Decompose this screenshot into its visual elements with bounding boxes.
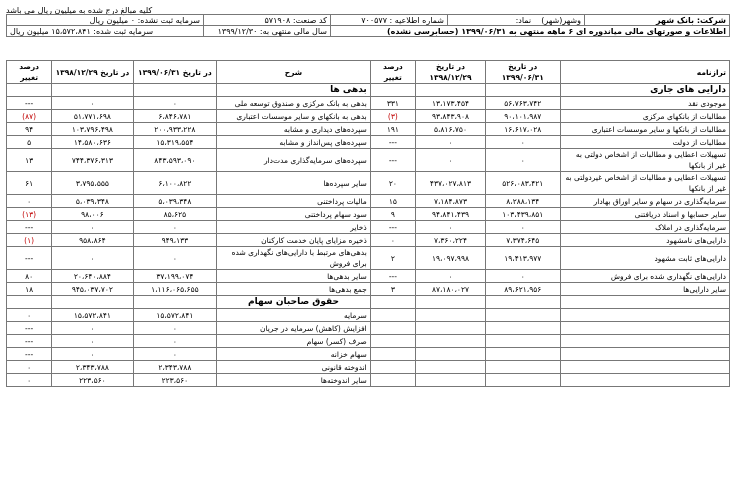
liability-value-date1: ۰: [133, 97, 217, 110]
equity-value-date2: ۰: [52, 322, 133, 335]
equity-value-date1: ۲،۳۴۳،۷۸۸: [133, 361, 217, 374]
liability-label: جمع بدهی‌ها: [217, 283, 371, 296]
table-row: [7, 208, 730, 221]
fiscal-year: سال مالی منتهی به: ۱۳۹۹/۱۲/۳۰: [204, 26, 331, 37]
asset-value-date1: ۰: [486, 136, 561, 149]
liability-value-date1: ۶،۱۰۰،۸۲۲: [133, 172, 217, 195]
liability-value-date2: ۹۵۸،۸۶۴: [52, 234, 133, 247]
asset-value-date2: ۵،۸۱۶،۷۵۰: [415, 123, 485, 136]
liability-value-date2: ۹۸،۰۰۶: [52, 208, 133, 221]
asset-value-date1: ۰: [486, 270, 561, 283]
asset-label: سایر دارایی‌ها: [560, 283, 729, 296]
asset-value-date1: ۷،۳۷۴،۶۴۵: [486, 234, 561, 247]
table-row: [7, 221, 730, 234]
equity-label: افزایش (کاهش) سرمایه در جریان: [217, 322, 371, 335]
asset-label: سرمایه‌گذاری در سهام و سایر اوراق بهادار: [560, 195, 729, 208]
asset-label: تسهیلات اعطایی و مطالبات از اشخاص غیردولتی به غیر از بانکها: [560, 172, 729, 195]
empty-cell: [133, 296, 217, 309]
asset-value-date2: ۱۳،۱۷۳،۴۵۴: [415, 97, 485, 110]
liability-value-date1: ۲۰۰،۹۳۳،۲۲۸: [133, 123, 217, 136]
asset-value-date1: ۹۰،۱۰۱،۹۸۷: [486, 110, 561, 123]
empty-cell: [415, 348, 485, 361]
header-change-liab: درصد تغییر: [7, 61, 52, 84]
asset-value-date2: ۸۷،۱۸۰،۰۲۷: [415, 283, 485, 296]
asset-change: ---: [370, 270, 415, 283]
asset-value-date2: ۰: [415, 270, 485, 283]
liability-change: ---: [7, 97, 52, 110]
liability-label: مالیات پرداختنی: [217, 195, 371, 208]
liability-value-date2: ۷۴۴،۳۷۶،۳۱۳: [52, 149, 133, 172]
empty-cell: [560, 374, 729, 387]
section-row: [7, 84, 730, 97]
asset-change: ۲۰: [370, 172, 415, 195]
asset-label: موجودی نقد: [560, 97, 729, 110]
empty-cell: [486, 361, 561, 374]
equity-value-date2: ۱۵،۵۷۲،۸۴۱: [52, 309, 133, 322]
liability-label: ذخیره مزایای پایان خدمت کارکنان: [217, 234, 371, 247]
asset-label: دارایی‌های ثابت مشهود: [560, 247, 729, 270]
header-desc: شرح: [217, 61, 371, 84]
asset-value-date1: ۱۶،۶۱۷،۰۲۸: [486, 123, 561, 136]
asset-value-date1: ۰: [486, 149, 561, 172]
table-row: [7, 348, 730, 361]
liability-change: (۱): [7, 234, 52, 247]
asset-value-date2: ۷،۳۶۰،۲۲۴: [415, 234, 485, 247]
empty-cell: [52, 296, 133, 309]
empty-cell: [415, 361, 485, 374]
asset-value-date2: ۹۳،۸۴۳،۹۰۸: [415, 110, 485, 123]
liability-label: سایر بدهی‌ها: [217, 270, 371, 283]
empty-cell: [7, 296, 52, 309]
statement-description: اطلاعات و صورتهای مالی میاندوره ای ۶ ماهه منتهی به ۱۳۹۹/۰۶/۳۱ (حسابرسی نشده): [331, 26, 730, 37]
liability-value-date2: ۲۰،۶۴۰،۸۸۴: [52, 270, 133, 283]
company-name: شرکت: بانک شهر: [585, 15, 730, 26]
empty-cell: [560, 296, 729, 309]
asset-value-date2: ۰: [415, 221, 485, 234]
empty-cell: [486, 322, 561, 335]
header-balance-sheet: ترازنامه: [560, 61, 729, 84]
liability-value-date1: ۱۵،۳۱۹،۵۵۴: [133, 136, 217, 149]
liability-change: ۱۳: [7, 149, 52, 172]
liability-change: (۱۳): [7, 208, 52, 221]
asset-value-date1: ۵۶،۷۶۳،۷۴۲: [486, 97, 561, 110]
liability-value-date1: ۱،۱۱۶،۰۶۵،۶۵۵: [133, 283, 217, 296]
asset-label: مطالبات از بانکهای مرکزی: [560, 110, 729, 123]
table-row: [7, 172, 730, 195]
asset-value-date2: ۴۳۷،۰۲۷،۸۱۳: [415, 172, 485, 195]
empty-cell: [415, 335, 485, 348]
equity-label: سرمایه: [217, 309, 371, 322]
equity-value-date1: ۲۲۳،۵۶۰: [133, 374, 217, 387]
liability-value-date1: ۵،۰۳۹،۳۴۸: [133, 195, 217, 208]
liability-change: ---: [7, 247, 52, 270]
asset-value-date1: ۱۰۳،۴۳۹،۸۵۱: [486, 208, 561, 221]
asset-change: ---: [370, 149, 415, 172]
asset-change: ۳۳۱: [370, 97, 415, 110]
equity-label: صرف (کسر) سهام: [217, 335, 371, 348]
empty-cell: [486, 348, 561, 361]
equity-change: ---: [7, 335, 52, 348]
empty-cell: [370, 348, 415, 361]
empty-cell: [415, 296, 485, 309]
liability-value-date2: ۳،۷۹۵،۵۵۵: [52, 172, 133, 195]
equity-value-date1: ۰: [133, 335, 217, 348]
liability-change: ۵: [7, 136, 52, 149]
balance-sheet-table: [6, 60, 730, 387]
asset-change: ۱۹۱: [370, 123, 415, 136]
equity-value-date2: ۲،۳۴۳،۷۸۸: [52, 361, 133, 374]
empty-cell: [415, 309, 485, 322]
empty-cell: [415, 374, 485, 387]
liability-label: سود سهام پرداختنی: [217, 208, 371, 221]
empty-cell: [415, 322, 485, 335]
section-row: [7, 296, 730, 309]
asset-change: ۳: [370, 283, 415, 296]
liability-change: (۸۷): [7, 110, 52, 123]
liability-value-date1: ۳۷،۱۹۹،۰۷۴: [133, 270, 217, 283]
section-liabilities: بدهی ها: [217, 84, 371, 97]
header-date2: در تاریخ ۱۳۹۸/۱۲/۲۹: [415, 61, 485, 84]
liability-label: ذخایر: [217, 221, 371, 234]
header-date1-liab: در تاریخ ۱۳۹۹/۰۶/۳۱: [133, 61, 217, 84]
liability-value-date2: ۰: [52, 97, 133, 110]
section-current-assets: دارایی های جاری: [560, 84, 729, 97]
liability-change: ۸۰: [7, 270, 52, 283]
table-row: [7, 195, 730, 208]
asset-change: ۱۵: [370, 195, 415, 208]
empty-cell: [370, 335, 415, 348]
asset-value-date2: ۰: [415, 136, 485, 149]
liability-value-date2: ۱۰۳،۷۹۶،۴۹۸: [52, 123, 133, 136]
equity-value-date1: ۰: [133, 322, 217, 335]
section-equity: حقوق صاحبان سهام: [217, 296, 371, 309]
table-row: [7, 97, 730, 110]
table-row: [7, 374, 730, 387]
liability-label: بدهی‌های مرتبط با دارایی‌های نگهداری شده برای فروش: [217, 247, 371, 270]
asset-change: ۲: [370, 247, 415, 270]
liability-label: بدهی به بانک مرکزی و صندوق توسعه ملی: [217, 97, 371, 110]
header-row: [7, 61, 730, 84]
equity-value-date2: ۰: [52, 335, 133, 348]
notice-number: شماره اطلاعیه : ۷۰۰۵۷۷: [331, 15, 448, 26]
asset-value-date1: ۸۹،۶۲۱،۹۵۶: [486, 283, 561, 296]
liability-change: ---: [7, 221, 52, 234]
asset-value-date2: ۱۹،۰۹۷،۹۹۸: [415, 247, 485, 270]
table-row: [7, 247, 730, 270]
empty-cell: [560, 335, 729, 348]
asset-change: ۹: [370, 208, 415, 221]
liability-label: سایر سپرده‌ها: [217, 172, 371, 195]
empty-cell: [486, 374, 561, 387]
equity-change: ۰: [7, 361, 52, 374]
equity-change: ۰: [7, 309, 52, 322]
table-row: [7, 335, 730, 348]
table-row: [7, 361, 730, 374]
table-row: [7, 110, 730, 123]
equity-label: سایر اندوخته‌ها: [217, 374, 371, 387]
empty-cell: [370, 322, 415, 335]
empty-cell: [486, 335, 561, 348]
empty-cell: [370, 361, 415, 374]
table-row: [7, 136, 730, 149]
asset-value-date2: ۰: [415, 149, 485, 172]
asset-label: مطالبات از دولت: [560, 136, 729, 149]
equity-value-date1: ۱۵،۵۷۲،۸۴۱: [133, 309, 217, 322]
asset-value-date2: ۹۴،۸۴۱،۴۳۹: [415, 208, 485, 221]
equity-change: ---: [7, 322, 52, 335]
liability-value-date2: ۱۴،۵۸۰،۶۳۶: [52, 136, 133, 149]
asset-change: (۳): [370, 110, 415, 123]
asset-change: ۰: [370, 234, 415, 247]
liability-value-date2: ۵۱،۷۷۱،۶۹۸: [52, 110, 133, 123]
table-row: [7, 309, 730, 322]
liability-value-date1: ۸۵،۶۲۵: [133, 208, 217, 221]
table-row: [7, 270, 730, 283]
asset-label: مطالبات از بانکها و سایر موسسات اعتباری: [560, 123, 729, 136]
liability-value-date1: ۸۴۳،۵۹۳،۰۹۰: [133, 149, 217, 172]
asset-label: دارایی‌های نگهداری شده برای فروش: [560, 270, 729, 283]
liability-value-date2: ۵،۰۳۹،۳۴۸: [52, 195, 133, 208]
empty-cell: [486, 296, 561, 309]
asset-value-date1: ۱۹،۴۱۳،۹۷۷: [486, 247, 561, 270]
equity-value-date1: ۰: [133, 348, 217, 361]
industry-code: کد صنعت: ۵۷۱۹۰۸: [204, 15, 331, 26]
empty-cell: [560, 348, 729, 361]
asset-label: سرمایه‌گذاری در املاک: [560, 221, 729, 234]
asset-value-date1: ۸،۲۸۸،۱۳۴: [486, 195, 561, 208]
equity-value-date2: ۰: [52, 348, 133, 361]
liability-change: ۶۱: [7, 172, 52, 195]
company-info-table: [6, 14, 730, 37]
asset-value-date1: ۵۲۶،۰۸۳،۴۲۱: [486, 172, 561, 195]
liability-value-date1: ۰: [133, 221, 217, 234]
asset-label: تسهیلات اعطایی و مطالبات از اشخاص دولتی به غیر از بانکها: [560, 149, 729, 172]
liability-value-date2: ۰: [52, 247, 133, 270]
empty-cell: [560, 322, 729, 335]
equity-change: ۰: [7, 374, 52, 387]
asset-change: ---: [370, 136, 415, 149]
table-row: [7, 123, 730, 136]
header-date2-liab: در تاریخ ۱۳۹۸/۱۲/۲۹: [52, 61, 133, 84]
empty-cell: [486, 309, 561, 322]
empty-cell: [370, 296, 415, 309]
asset-label: سایر حسابها و اسناد دریافتنی: [560, 208, 729, 221]
asset-value-date2: ۷،۱۸۴،۸۷۳: [415, 195, 485, 208]
header-change: درصد تغییر: [370, 61, 415, 84]
liability-label: سپرده‌های دیداری و مشابه: [217, 123, 371, 136]
asset-label: دارایی‌های نامشهود: [560, 234, 729, 247]
equity-value-date2: ۲۲۳،۵۶۰: [52, 374, 133, 387]
liability-change: ۱۸: [7, 283, 52, 296]
liability-label: سپرده‌های پس‌انداز و مشابه: [217, 136, 371, 149]
liability-value-date2: ۰: [52, 221, 133, 234]
liability-value-date1: ۶،۸۴۶،۷۸۱: [133, 110, 217, 123]
empty-cell: [370, 309, 415, 322]
liability-label: بدهی به بانکهای و سایر موسسات اعتباری: [217, 110, 371, 123]
unregistered-capital: سرمایه ثبت نشده: ۰ میلیون ریال: [7, 15, 204, 26]
symbol: وشهر(شهر) نماد:: [448, 15, 585, 26]
table-row: [7, 234, 730, 247]
equity-label: اندوخته قانونی: [217, 361, 371, 374]
table-row: [7, 283, 730, 296]
registered-capital: سرمایه ثبت شده: ۱۵،۵۷۲،۸۴۱ میلیون ریال: [7, 26, 204, 37]
table-row: [7, 322, 730, 335]
liability-value-date1: ۹۴۹،۱۳۳: [133, 234, 217, 247]
asset-value-date1: ۰: [486, 221, 561, 234]
currency-note: کلیه مبالغ درج شده به میلیون ریال می باشد: [6, 6, 153, 15]
liability-value-date1: ۰: [133, 247, 217, 270]
liability-value-date2: ۹۴۵،۰۳۷،۷۰۲: [52, 283, 133, 296]
asset-change: ---: [370, 221, 415, 234]
liability-change: ۹۴: [7, 123, 52, 136]
empty-cell: [370, 374, 415, 387]
equity-change: ---: [7, 348, 52, 361]
equity-label: سهام خزانه: [217, 348, 371, 361]
empty-cell: [560, 309, 729, 322]
liability-label: سپرده‌های سرمایه‌گذاری مدت‌دار: [217, 149, 371, 172]
table-row: [7, 149, 730, 172]
header-date1: در تاریخ ۱۳۹۹/۰۶/۳۱: [486, 61, 561, 84]
empty-cell: [560, 361, 729, 374]
liability-change: ۰: [7, 195, 52, 208]
